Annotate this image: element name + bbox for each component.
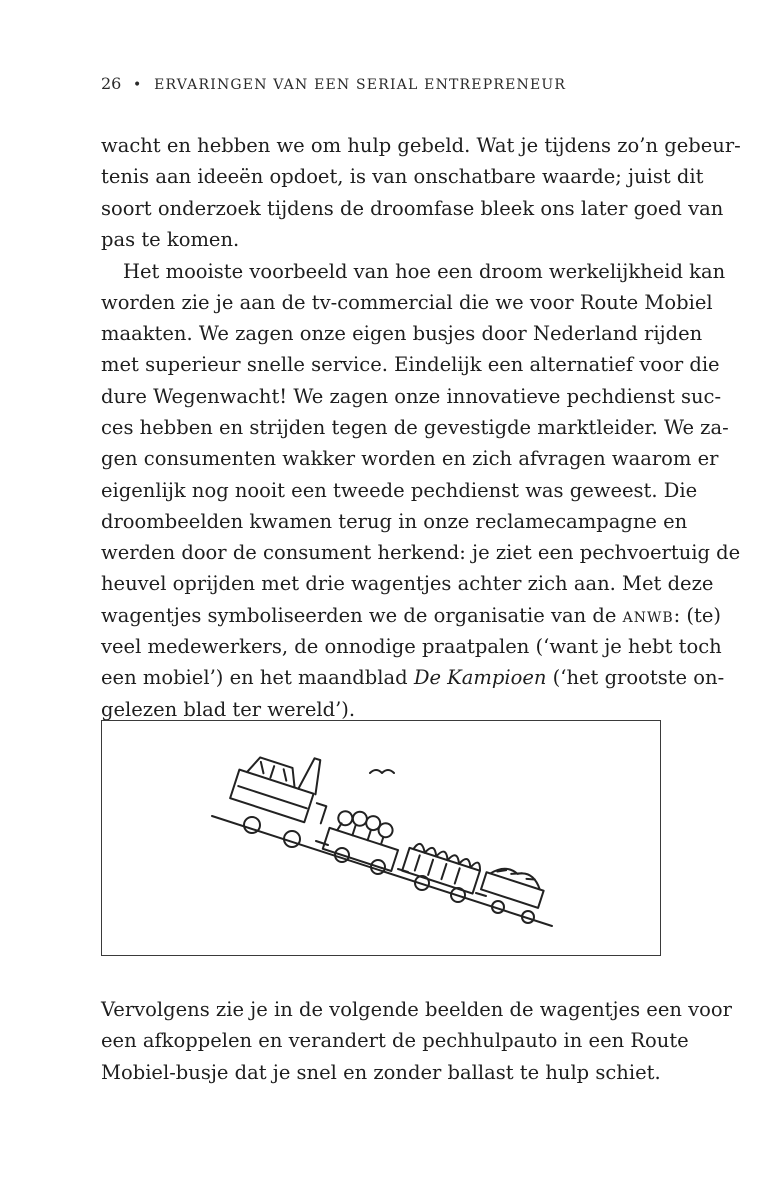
header-separator: • (133, 77, 143, 93)
text-line: worden zie je aan de tv-commercial die we voor Route Mobiel (101, 290, 713, 314)
text-line: tenis aan ideeën opdoet, is van onschatbare waarde; juist dit (101, 165, 704, 189)
text-line: dure Wegenwacht! We zagen onze innovatieve pechdienst suc- (101, 384, 722, 408)
truck-wheel (244, 817, 260, 833)
paragraph-3 (101, 994, 732, 1088)
text-line (101, 662, 725, 693)
text-line: met superieur snelle service. Eindelijk een alternatief voor die (101, 353, 720, 377)
paragraph-1 (101, 130, 741, 255)
text-line: Mobiel-busje dat je snel en zonder ballast te hulp schiet. (101, 1060, 661, 1084)
text-line: pas te komen. (101, 227, 240, 251)
text-line: eigenlijk nog nooit een tweede pechdienst was geweest. Die (101, 478, 698, 502)
text-line: heuvel oprijden met drie wagentjes achter zich aan. Met deze (101, 572, 714, 596)
magazine-title: De Kampioen (413, 666, 547, 690)
text-line: een afkoppelen en verandert de pechhulpauto in een Route (101, 1029, 689, 1053)
text-line: werden door de consument herkend: je ziet een pechvoertuig de (101, 541, 741, 565)
text-line: gen consumenten wakker worden en zich afvragen waarom er (101, 447, 719, 471)
text-line: wacht en hebben we om hulp gebeld. Wat je tijdens zo’n gebeur- (101, 134, 741, 157)
text-fragment: wagentjes symboliseerden we de organisatie van de (101, 603, 623, 627)
book-title: ERVARINGEN VAN EEN SERIAL ENTREPRENEUR (154, 77, 567, 93)
text-fragment: (‘het grootste on- (546, 666, 725, 690)
text-line: gelezen blad ter wereld’). (101, 697, 356, 721)
text-line: Vervolgens zie je in de volgende beelden de wagentjes een voor (101, 998, 732, 1021)
tow-truck (230, 737, 339, 827)
wagon-poles (402, 841, 482, 893)
text-fragment: een mobiel’) en het maandblad (101, 666, 414, 690)
text-line: Het mooiste voorbeeld van hoe een droom werkelijkheid kan (123, 259, 726, 283)
text-line: maakten. We zagen onze eigen busjes door Nederland rijden (101, 322, 703, 346)
tow-truck-cartoon (102, 721, 659, 954)
paragraph-2 (101, 256, 741, 725)
text-line (101, 600, 722, 631)
text-fragment: : (te) (673, 603, 722, 627)
text-line: droombeelden kwamen terug in onze reclamecampagne en (101, 509, 688, 533)
text-line: ces hebben en strijden tegen de gevestigde marktleider. We za- (101, 415, 729, 439)
cartoon-figure (101, 720, 661, 956)
truck-wheel (284, 831, 300, 847)
page-number: 26 (101, 74, 122, 93)
running-head (101, 74, 566, 93)
text-line: soort onderzoek tijdens de droomfase bleek ons later goed van (101, 196, 724, 220)
anwb-smallcaps: ANWB (622, 609, 674, 626)
wagon-magazines (481, 862, 547, 908)
wagon-people (323, 804, 406, 871)
text-line: veel medewerkers, de onnodige praatpalen (‘want je hebt toch (101, 635, 722, 659)
bird-doodle (370, 770, 394, 773)
